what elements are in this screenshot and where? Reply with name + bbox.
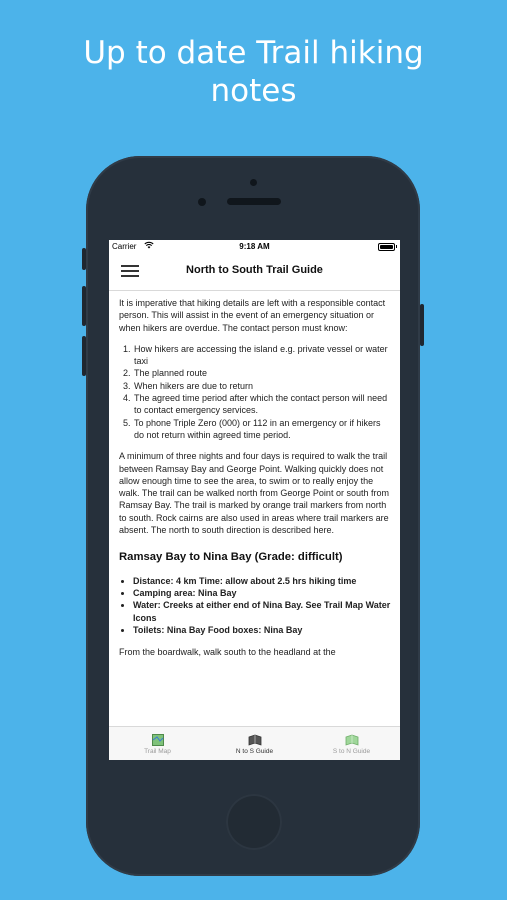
map-icon — [151, 733, 165, 745]
detail-item: • Distance: 4 km Time: allow about 2.5 hrs hiking time — [133, 575, 392, 587]
nav-title: North to South Trail Guide — [186, 264, 323, 276]
detail-item: • Toilets: Nina Bay Food boxes: Nina Bay — [133, 624, 392, 636]
battery-icon — [378, 243, 395, 251]
tab-bar — [109, 726, 400, 760]
tab-n-to-s-guide[interactable] — [206, 727, 303, 760]
app-screen — [109, 240, 400, 760]
tab-label: N to S Guide — [235, 748, 274, 755]
proximity-sensor — [198, 198, 206, 206]
volume-up-button — [82, 286, 86, 326]
list-item: 5. To phone Triple Zero (000) or 112 in an emergency or if hikers do not return within agreed time period. — [133, 417, 392, 442]
book-icon — [248, 733, 262, 745]
headline — [0, 34, 507, 110]
contact-checklist — [119, 343, 392, 441]
detail-item: • Water: Creeks at either end of Nina Bay. See Trail Map Water Icons — [133, 599, 392, 624]
route-paragraph: From the boardwalk, walk south to the headland at the — [119, 647, 336, 658]
front-camera — [250, 179, 257, 186]
tab-label: S to N Guide — [332, 748, 371, 755]
tab-s-to-n-guide[interactable] — [303, 727, 400, 760]
guide-content[interactable] — [119, 297, 392, 725]
headline-line-1: Up to date Trail hiking — [83, 35, 424, 71]
section-title: Ramsay Bay to Nina Bay (Grade: difficult) — [119, 551, 343, 564]
power-button — [420, 304, 424, 346]
headline-line-2: notes — [210, 73, 297, 109]
tab-trail-map[interactable] — [109, 727, 206, 760]
list-item: 1. How hikers are accessing the island e.g. private vessel or water taxi — [133, 343, 392, 368]
mute-switch — [82, 248, 86, 270]
list-item: 2. The planned route — [133, 367, 392, 379]
earpiece-speaker — [227, 198, 281, 205]
carrier-label: Carrier — [112, 242, 137, 251]
book-icon — [345, 733, 359, 745]
trail-paragraph: A minimum of three nights and four days is required to walk the trail between Ramsay Bay and George Point. Walking quickly does not allow enough time to see the area, to swim or to really enjoy the walk. The trail can be walked north from George Point or south from Ramsay Bay. The trail is marked by orange trail markers from north to south. Rock cairns are also used in areas where trail markers are absent. The north to south direction is described here. — [119, 451, 389, 536]
volume-down-button — [82, 336, 86, 376]
detail-item: • Camping area: Nina Bay — [133, 587, 392, 599]
tab-label: Trail Map — [144, 748, 171, 755]
status-bar — [109, 240, 400, 254]
home-button — [226, 794, 282, 850]
navigation-bar — [109, 254, 400, 291]
intro-paragraph: It is imperative that hiking details are left with a responsible contact person. This will assist in the event of an emergency situation or when hikers are overdue. The contact person must know: — [119, 298, 386, 333]
section-details — [119, 575, 392, 636]
list-item: 4. The agreed time period after which the contact person will need to contact emergency services. — [133, 392, 392, 417]
status-time: 9:18 AM — [239, 242, 270, 251]
list-item: 3. When hikers are due to return — [133, 380, 392, 392]
